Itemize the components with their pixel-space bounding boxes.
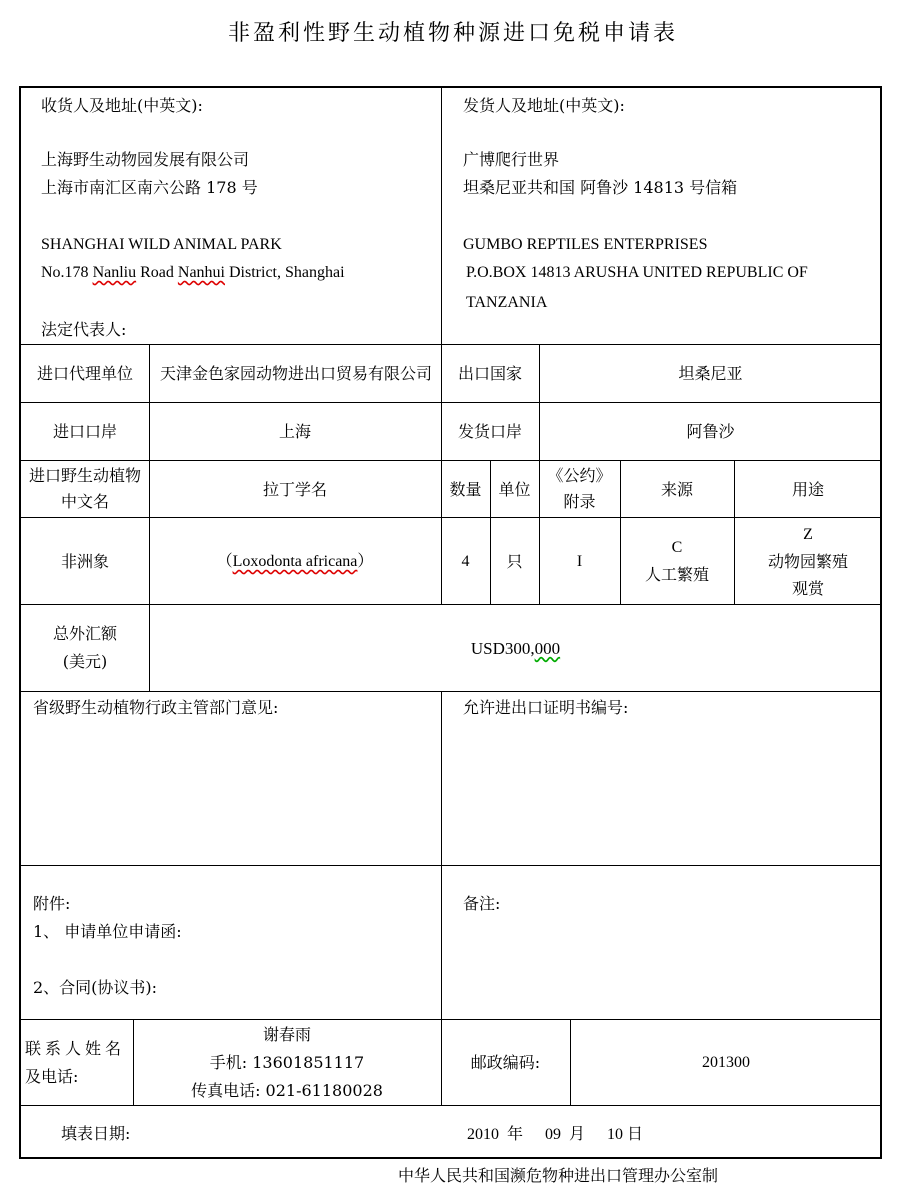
attachment-item-1: 1、 申请单位申请函: (33, 922, 182, 941)
species-purpose: Z 动物园繁殖 观赏 (767, 525, 848, 598)
ship-port-label: 发货口岸 (457, 422, 522, 441)
postcode-value: 201300 (702, 1054, 750, 1071)
consignee-name-en: SHANGHAI WILD ANIMAL PARK (41, 236, 282, 253)
header-source: 来源 (660, 479, 693, 499)
shipper-name-cn: 广博爬行世界 (463, 150, 560, 169)
application-form (19, 86, 882, 1159)
postcode-label: 邮政编码: (470, 1053, 541, 1072)
header-unit: 单位 (498, 479, 531, 499)
shipper-address-cn: 坦桑尼亚共和国 阿鲁沙 14813 号信箱 (463, 178, 738, 197)
shipper-label: 发货人及地址(中英文): (463, 96, 625, 115)
consignee-address-cn: 上海市南汇区南六公路 178 号 (41, 178, 258, 197)
form-title: 非盈利性野生动植物种源进口免税申请表 (227, 21, 678, 46)
import-agent-label: 进口代理单位 (36, 364, 133, 383)
permit-number-label: 允许进出口证明书编号: (463, 698, 629, 717)
total-label: 总外汇额 (美元) (52, 624, 117, 671)
contact-label: 联系人姓名 及电话: (25, 1038, 126, 1086)
shipper-address-en-2: TANZANIA (466, 294, 548, 311)
import-agent-value: 天津金色家园动物进出口贸易有限公司 (159, 363, 432, 383)
consignee-label: 收货人及地址(中英文): (41, 96, 203, 115)
species-appendix: I (576, 552, 583, 570)
shipper-name-en: GUMBO REPTILES ENTERPRISES (463, 236, 708, 253)
header-latin-name: 拉丁学名 (262, 479, 327, 499)
attachments-label: 附件: (33, 894, 71, 913)
import-port-value: 上海 (278, 422, 311, 441)
export-country-value: 坦桑尼亚 (678, 364, 743, 383)
species-latin-name: （Loxodonta africana） (216, 551, 374, 570)
opinion-label: 省级野生动植物行政主管部门意见: (33, 698, 279, 717)
date-label: 填表日期: (61, 1124, 131, 1143)
header-quantity: 数量 (449, 479, 482, 499)
header-cn-name: 进口野生动植物中文名 (28, 466, 141, 511)
divider (21, 691, 882, 692)
divider (21, 1105, 882, 1106)
header-appendix: 《公约》附录 (547, 466, 612, 511)
species-cn-name: 非洲象 (60, 551, 109, 571)
species-quantity: 4 (461, 552, 470, 570)
import-port-label: 进口口岸 (52, 422, 117, 441)
legal-representative-label: 法定代表人: (41, 320, 127, 339)
shipper-address-en-1: P.O.BOX 14813 ARUSHA UNITED REPUBLIC OF (466, 264, 808, 281)
divider (21, 865, 882, 866)
export-country-label: 出口国家 (457, 364, 522, 383)
ship-port-value: 阿鲁沙 (686, 422, 735, 441)
species-source: C 人工繁殖 (644, 539, 709, 584)
consignee-name-cn: 上海野生动物园发展有限公司 (41, 150, 250, 169)
fill-date: 2010 年 09 月 10 日 (467, 1124, 644, 1143)
consignee-address-en: No.178 Nanliu Road Nanhui District, Shanghai (41, 264, 345, 281)
species-unit: 只 (506, 551, 523, 571)
remarks-label: 备注: (463, 894, 501, 913)
header-purpose: 用途 (791, 479, 824, 499)
total-value: USD300,000 (470, 638, 561, 658)
issuer-footer: 中华人民共和国濒危物种进出口管理办公室制 (398, 1166, 719, 1185)
attachment-item-2: 2、合同(协议书): (33, 978, 158, 997)
contact-info: 谢春雨 手机: 13601851117 传真电话: 021-61180028 (191, 1024, 383, 1100)
